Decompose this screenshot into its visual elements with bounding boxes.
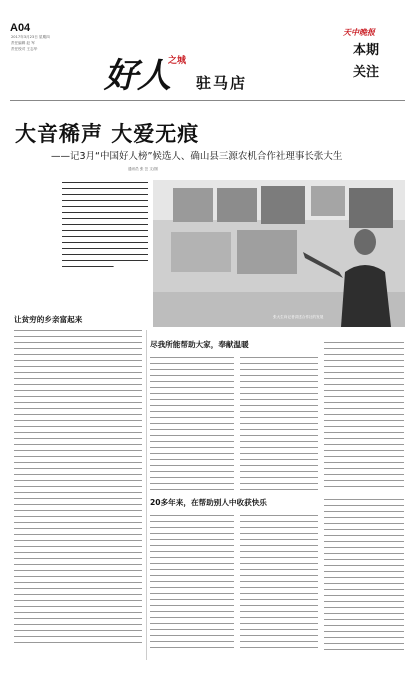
column-divider-1	[146, 330, 147, 660]
headline: 大音稀声 大爱无痕	[15, 121, 200, 146]
body-column-left	[14, 328, 142, 648]
paper-logo: 天中晚报	[343, 28, 375, 37]
body-column-mid2-bottom	[240, 513, 318, 653]
subhead-joy: 20多年来，在帮助别人中收获快乐	[150, 498, 267, 507]
subhead-poverty: 让贫穷的乡亲富起来	[14, 315, 83, 324]
subheadline: ——记3月“中国好人榜”候选人、确山县三源农机合作社理事长张大生	[51, 151, 343, 162]
intro-text	[62, 180, 148, 278]
section-title-haoren: 好人	[104, 56, 170, 96]
issue-date: 2017年3月23日 星期四	[11, 35, 50, 39]
body-column-mid-bottom	[150, 513, 234, 653]
article-photo	[153, 180, 405, 327]
proofreader-credit: 责任校对 王志华	[11, 47, 38, 51]
editor-credit: 责任编辑 赵 军	[11, 41, 35, 45]
section-label: 本期关注	[353, 43, 380, 80]
body-column-mid-top	[150, 355, 234, 491]
section-title-zhicheng: 之城	[168, 56, 187, 66]
body-column-right-top	[324, 340, 404, 491]
photo-illustration	[153, 180, 405, 327]
page-code: A04	[10, 22, 31, 34]
byline: 通讯员 张 芸 文/图	[128, 167, 158, 171]
photo-caption: 张大生向记者讲述合作社的发展	[273, 315, 324, 319]
section-title-city: 驻马店	[196, 74, 248, 92]
body-column-right-bottom	[324, 497, 404, 653]
subhead-help: 尽我所能帮助大家，奉献温暖	[150, 340, 249, 349]
body-column-mid2-top	[240, 355, 318, 491]
masthead-rule	[10, 100, 405, 101]
